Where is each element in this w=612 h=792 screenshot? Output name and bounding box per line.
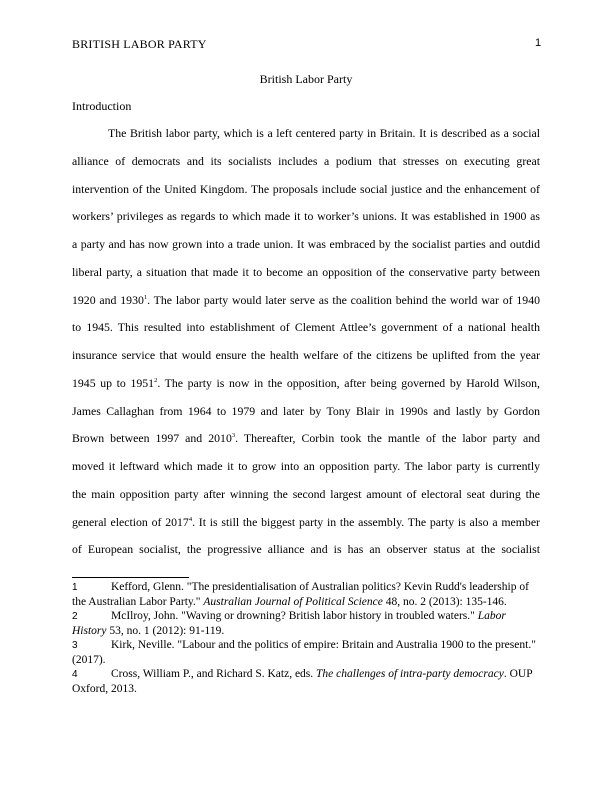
body-line: intervention of the United Kingdom. The proposals include social justice and the enhancement of [72, 181, 540, 196]
footnote-number: 2 [72, 611, 78, 622]
body-line [72, 287, 540, 315]
body-line: to 1945. This resulted into establishment of Clement Attlee’s government of a national health [72, 320, 540, 335]
footnote-number: 3 [72, 640, 78, 651]
body-text: 1920 and 1930 [72, 292, 144, 307]
body-line: of European socialist, the progressive alliance and is has an observer status at the socialist [72, 542, 540, 557]
footnote-ref[interactable]: 3 [231, 432, 236, 440]
body-text: . Thereafter, Corbin took the mantle of the labor party and [235, 431, 540, 446]
footnote-book-title: The challenges of intra-party democracy [316, 668, 504, 680]
body-text: Brown between 1997 and 2010 [72, 431, 232, 446]
body-line: moved it leftward which made it to grow into an opposition party. The labor party is currently [72, 459, 540, 473]
footnote-text: Kirk, Neville. "Labour and the politics of empire: Britain and Australia 1900 to the present." (2017). [72, 639, 536, 666]
footnote-text: . OUP Oxford, 2013. [72, 668, 533, 695]
footnote-number: 4 [72, 669, 78, 680]
body-line: James Callaghan from 1964 to 1979 and later by Tony Blair in 1990s and lastly by Gordon [72, 403, 540, 418]
document-title: British Labor Party [259, 72, 353, 86]
footnote-ref[interactable]: 2 [154, 376, 158, 384]
footnote-ref[interactable]: 1 [143, 293, 148, 301]
footnote-number: 1 [72, 582, 78, 593]
footnote-text: 53, no. 1 (2012): 91-119. [106, 625, 225, 637]
body-paragraph [72, 120, 540, 564]
body-line: the main opposition party after winning the second largest amount of electoral seat during the [72, 486, 540, 501]
body-line [72, 425, 540, 453]
body-line: alliance of democrats and its socialists includes a podium that stresses on executing great [72, 153, 540, 168]
footnote [72, 638, 540, 667]
footnote-journal: Labor History [72, 610, 506, 637]
footnote-ref[interactable]: 4 [188, 515, 193, 523]
body-text: general election of 2017 [72, 514, 189, 529]
page-number: 1 [535, 37, 542, 49]
body-text: 1945 up to 1951 [72, 375, 155, 390]
body-line: insurance service that would ensure the health welfare of the citizens be uplifted from the year [72, 348, 540, 362]
body-line: workers’ privileges as regards to which made it to worker’s unions. It was established in 1900 as [72, 209, 540, 224]
footnote-text: Cross, William P., and Richard S. Katz, eds. [111, 668, 317, 680]
footnote [72, 667, 540, 696]
body-line: The British labor party, which is a left centered party in Britain. It is described as a social [108, 126, 540, 140]
section-heading: Introduction [72, 99, 132, 113]
running-header: BRITISH LABOR PARTY [72, 37, 207, 51]
body-line [72, 370, 540, 398]
body-line: liberal party, a situation that made it to become an opposition of the conservative party between [72, 264, 540, 279]
footnote [72, 580, 540, 609]
footnote-text: McIlroy, John. "Waving or drowning? British labor history in troubled waters." [111, 610, 478, 622]
body-line: a party and has now grown into a trade union. It was embraced by the socialist parties and outdid [72, 237, 540, 251]
body-line [72, 509, 540, 537]
footnote-text: 48, no. 2 (2013): 135-146. [382, 596, 507, 608]
body-text: . The labor party would later serve as the coalition behind the world war of 1940 [147, 292, 541, 307]
body-text: . It is still the biggest party in the assembly. The party is also a member [192, 514, 540, 529]
footnote [72, 609, 540, 638]
footnote-separator [72, 577, 189, 578]
footnote-journal: Australian Journal of Political Science [203, 596, 383, 608]
footnote-text: Kefford, Glenn. "The presidentialisation of Australian politics? Kevin Rudd's leadership of the Australian Labor Party." [72, 581, 529, 608]
footnotes [72, 580, 540, 696]
body-text: . The party is now in the opposition, after being governed by Harold Wilson, [157, 375, 540, 390]
